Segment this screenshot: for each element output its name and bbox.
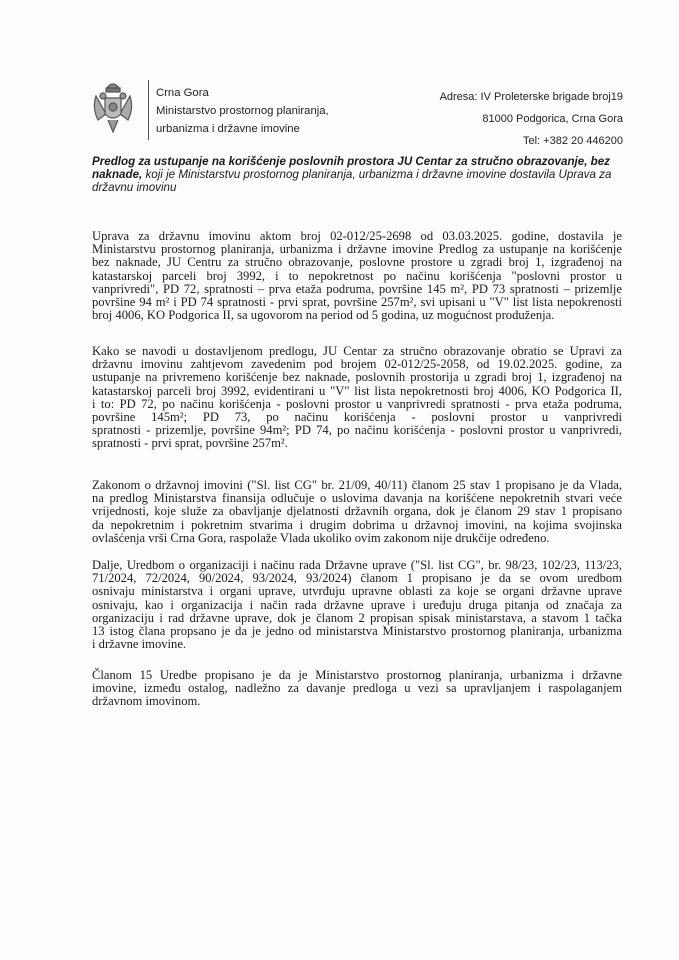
text-line: Kako se navodi u dostavljenom predlogu, JU Centar za stručno obrazovanje obratio se Upravi za <box>92 344 622 358</box>
text-line: i državne imovine. <box>92 637 187 652</box>
paragraph-state-property-law <box>92 479 622 545</box>
address-block <box>440 86 623 152</box>
organization-name <box>156 84 329 138</box>
text-line: površine 94 m² i PD 74 spratnosti - prvi sprat, površine 257m², svi upisani u "V" list lista nepokrenosti <box>92 294 622 309</box>
text-line: spratnosti - prvi sprat, površine 257m². <box>92 436 288 451</box>
text-line: državnom imovinom. <box>92 694 201 709</box>
text-line: površine 145m²; PD 73, po načinu korišćenja - poslovni prostor u vanprivredi <box>92 409 622 424</box>
text-line: osnivaju, kao i organizacija i način rada državne uprave i uređuju druga pitanja od značaja za <box>92 597 622 612</box>
address-street: Adresa: IV Proleterske brigade broj19 <box>439 91 623 103</box>
text-line: Članom 15 Uredbe propisano je da je Ministarstvo prostornog planiranja, urbanizma i državne <box>92 668 622 682</box>
text-line: imovine, između ostalog, nadležno za davanje predloga u vezi sa upravljanjem i raspolaganjem <box>92 681 622 696</box>
text-line: osnivaju ministarstva i organi uprave, utvrđuju upravne oblasti za koje se organi državne uprave <box>92 584 622 599</box>
address-city: 81000 Podgorica, Crna Gora <box>482 113 623 125</box>
paragraph-submission <box>92 230 622 322</box>
text-line: vanprivredi", PD 72, spratnosti – prva etaža podruma, površine 145 m², PD 73 spratnosti – prizemlje <box>92 281 622 296</box>
paragraph-competence <box>92 669 622 709</box>
title-line: državnu imovinu <box>92 181 177 195</box>
text-line: katastarskoj parceli broj 3992, evidentirani u "V" list lista nepokretnosti broj 4006, KO Podgorica II, <box>92 383 622 398</box>
text-line: vrijednosti, koje služe za obavljanje djelatnosti državnih organa, dok je članom 29 stav 1 propisano <box>92 504 622 519</box>
text-line: 71/2024, 72/2024, 90/2024, 93/2024, 93/2024) članom 1 propisano je da se ovom uredbom <box>92 571 622 586</box>
text-line: bez naknade, JU Centru za stručno obrazovanje, poslovne prostore u zgradi broj 1, izgrađenoj na <box>92 255 622 270</box>
text-line: Ministarstvu prostornog planiranja, urbanizma i državne imovine Predlog za ustupanje na korišćenje <box>92 242 622 257</box>
text-line: Zakonom o državnoj imovini ("Sl. list CG" br. 21/09, 40/11) članom 25 stav 1 propisano je da Vlada, <box>92 478 622 492</box>
text-line: broj 4006, KO Podgorica II, sa ugovorom na period od 5 godina, uz mogućnost produženja. <box>92 308 555 323</box>
text-line: 13 istog člana propsano je da je jedno od ministarstva Ministarstvo prostornog planiranja, urbanizma <box>92 623 622 638</box>
org-line-ministry: Ministarstvo prostornog planiranja, <box>156 105 329 117</box>
text-line: Uprava za državnu imovinu aktom broj 02-012/25-2698 od 03.03.2025. godine, dostavila je <box>92 229 622 243</box>
text-line: državnu imovinu zahtjevom zavedenim pod brojem 02-012/25-2058, od 19.02.2025. godine, za <box>92 357 622 372</box>
text-line: da nepokretnim i pokretnim stvarima i drugim dobrima u državnoj imovini, na kojima svojinska <box>92 517 622 532</box>
text-line: i to: PD 72, po načinu korišćenja - poslovni prostor u vanprivredi spratnosti - prva etaža podruma, <box>92 396 622 411</box>
text-line: Dalje, Uredbom o organizaciji i načinu rada Državne uprave ("Sl. list CG", br. 98/23, 102/23, 113/23, <box>92 558 622 572</box>
title-line: Predlog za ustupanje na korišćenje poslovnih prostora JU Centar za stručno obrazovanje, bez <box>92 155 610 168</box>
address-phone: Tel: +382 20 446200 <box>522 135 623 147</box>
coat-of-arms-icon <box>90 78 136 136</box>
paragraph-request <box>92 345 622 451</box>
text-line: organizaciju i rad državne uprave, dok je članom 2 propisan spisak ministarstava, a stavom 1 tačka <box>92 610 622 625</box>
text-line: na predlog Ministarstva finansija odlučuje o uslovima davanja na korišćene nepokretnih stvari veće <box>92 491 622 506</box>
org-line-country: Crna Gora <box>156 87 209 99</box>
text-line: spratnosti - prizemlje, površine 94m²; PD 74, po načinu korišćenja - poslovni prostor u vanprivredi, <box>92 423 622 438</box>
paragraph-decree <box>92 559 622 651</box>
title-line: naknade, koji je Ministarstvu prostornog planiranja, urbanizma i državne imovine dostavila Uprava za <box>92 168 612 182</box>
text-line: katastarskoj parceli broj 3992, i to nepokretnost po načinu korišćenja "poslovni prostor u <box>92 268 622 283</box>
org-line-ministry-cont: urbanizma i državne imovine <box>156 123 300 135</box>
document-title <box>92 155 622 195</box>
header-divider <box>148 80 149 140</box>
text-line: ustupanje na privremeno korišćenje bez naknade, poslovnih prostorija u zgradi broj 1, izgrađenoj na <box>92 370 622 385</box>
text-line: ovlašćenja vrši Crna Gora, raspolaže Vlada ukoliko ovim zakonom nije drukčije određeno. <box>92 530 550 545</box>
